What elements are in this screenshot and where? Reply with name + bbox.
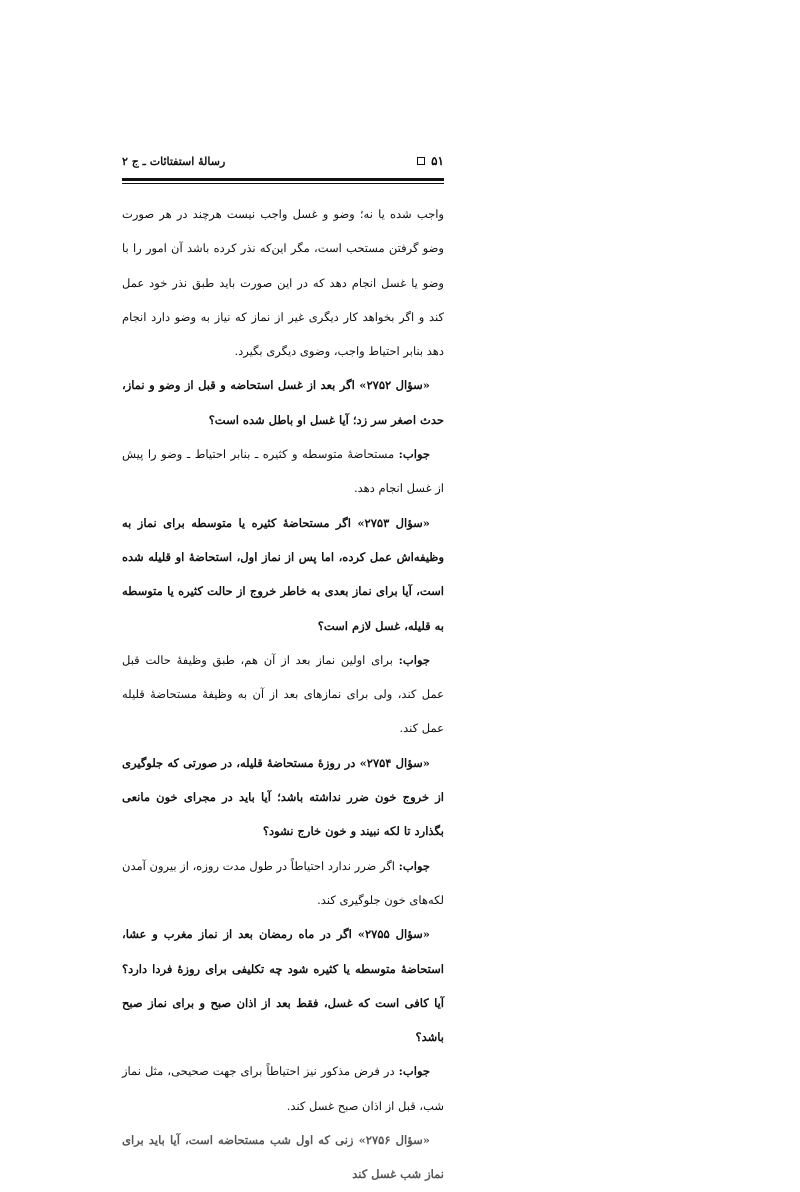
answer-label: جواب: xyxy=(398,652,430,667)
answer-2753 xyxy=(122,643,444,746)
book-title: رسالهٔ استفتائات ـ ج ۲ xyxy=(122,154,226,168)
answer-text: در فرض مذکور نیز احتیاطاً برای جهت صحیحی، مثل نماز شب، قبل از اذان صبح غسل کند. xyxy=(122,1064,444,1113)
answer-text: مستحاضهٔ متوسطه و کثیره ـ بنابر احتیاط ـ وضو را پیش از غسل انجام دهد. xyxy=(122,447,444,496)
header-rule-thick xyxy=(122,178,444,181)
square-icon xyxy=(417,157,425,165)
intro-paragraph: واجب شده یا نه؛ وضو و غسل واجب نیست هرچند در هر صورت وضو گرفتن مستحب است، مگر این‌که نذر کرده باشد آن امور را با وضو یا غسل انجام دهد که در این صورت باید طبق نذر خود عمل کند و اگر بخواهد کار دیگری غیر از نماز که نیاز به وضو دارد انجام دهد بنابر احتیاط واجب، وضوی دیگری بگیرد. xyxy=(122,207,444,359)
answer-text: اگر ضرر ندارد احتیاطاً در طول مدت روزه، از بیرون آمدن لکه‌های خون جلوگیری کند. xyxy=(122,858,444,907)
question-2752: «سؤال ۲۷۵۲» اگر بعد از غسل استحاضه و قبل از وضو و نماز، حدث اصغر سر زد؛ آیا غسل او باطل شده است؟ xyxy=(122,378,444,427)
answer-2755 xyxy=(122,1054,444,1123)
question-2754: «سؤال ۲۷۵۴» در روزهٔ مستحاضهٔ قلیله، در صورتی که جلوگیری از خروج خون ضرر نداشته باشد؛ آیا باید در مجرای خون مانعی بگذارد تا لکه نبیند و خون خارج نشود؟ xyxy=(122,755,444,839)
answer-label: جواب: xyxy=(398,858,430,873)
answer-2754 xyxy=(122,849,444,918)
header-rule-thin xyxy=(122,183,444,184)
body-text xyxy=(122,197,444,1192)
header-page-info xyxy=(417,154,444,168)
question-2755: «سؤال ۲۷۵۵» اگر در ماه رمضان بعد از نماز مغرب و عشا، استحاضهٔ متوسطه یا کثیره شود چه تکلیفی برای روزهٔ فردا دارد؟ آیا کافی است که غسل، فقط بعد از اذان صبح و برای نماز صبح باشد؟ xyxy=(122,927,444,1045)
question-2756-cut: «سؤال ۲۷۵۶» زنی که اول شب مستحاضه است، آیا باید برای نماز شب غسل کند xyxy=(122,1133,444,1182)
answer-text: برای اولین نماز بعد از آن هم، طبق وظیفهٔ حالت قبل عمل کند، ولی برای نمازهای بعد از آن به وظیفهٔ مستحاضهٔ قلیله عمل کند. xyxy=(122,652,444,736)
answer-label: جواب: xyxy=(398,447,430,462)
page-number: ۵۱ xyxy=(431,154,444,168)
question-2753: «سؤال ۲۷۵۳» اگر مستحاضهٔ کثیره یا متوسطه برای نماز به وظیفه‌اش عمل کرده، اما پس از نماز اول، استحاضهٔ او قلیله شده است، آیا برای نماز بعدی به خاطر خروج از حالت کثیره یا متوسطه به قلیله، غسل لازم است؟ xyxy=(122,515,444,633)
answer-2752 xyxy=(122,437,444,506)
answer-label: جواب: xyxy=(398,1064,430,1079)
running-header xyxy=(122,150,444,172)
